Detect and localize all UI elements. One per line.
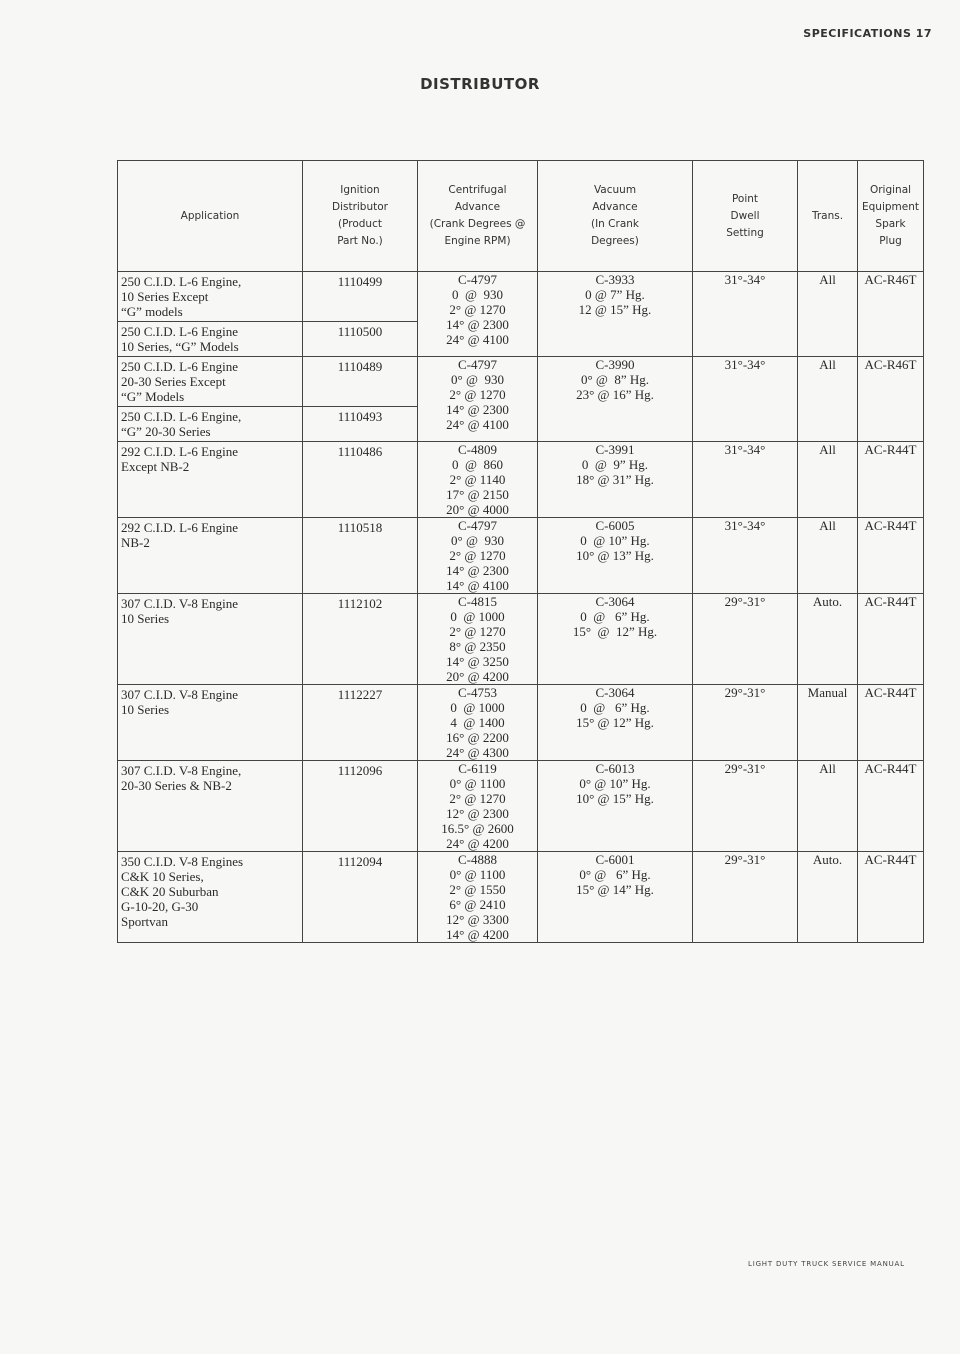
column-header-line: Ignition bbox=[340, 184, 380, 196]
column-header-line: Application bbox=[180, 209, 240, 222]
column-header-line: Vacuum bbox=[593, 184, 637, 196]
application-entry bbox=[118, 321, 302, 356]
centrifugal-line: 24° @ 4100 bbox=[446, 417, 509, 432]
centrifugal-line: 16.5° @ 2600 bbox=[441, 821, 514, 836]
application-line: 10 Series bbox=[121, 611, 170, 626]
part-number: 1110499 bbox=[337, 274, 383, 289]
spark-plug-cell: AC-R44T bbox=[858, 852, 924, 943]
part-number: 1110518 bbox=[337, 520, 383, 535]
table-row bbox=[118, 442, 924, 518]
vacuum-line: C-3991 bbox=[595, 442, 635, 457]
column-header-trans bbox=[798, 161, 858, 272]
table-row bbox=[118, 852, 924, 943]
application-cell bbox=[118, 442, 303, 518]
application-entry bbox=[118, 594, 302, 628]
vacuum-line: 10° @ 15” Hg. bbox=[576, 791, 654, 806]
vacuum-advance-cell bbox=[538, 852, 693, 943]
application-entry bbox=[118, 357, 302, 406]
application-entry bbox=[118, 761, 302, 795]
centrifugal-line: 0° @ 1100 bbox=[449, 867, 506, 882]
part-number: 1110493 bbox=[303, 406, 417, 441]
vacuum-line: 0° @ 10” Hg. bbox=[579, 776, 651, 791]
application-cell bbox=[118, 852, 303, 943]
vacuum-line: 15° @ 12” Hg. bbox=[572, 624, 658, 639]
column-header-centrifugal-advance bbox=[418, 161, 538, 272]
application-line: 250 C.I.D. L-6 Engine, bbox=[121, 409, 242, 424]
centrifugal-advance-cell bbox=[418, 518, 538, 594]
application-line: C&K 20 Suburban bbox=[121, 884, 219, 899]
trans-cell: All bbox=[798, 357, 858, 442]
vacuum-line: C-3990 bbox=[595, 357, 635, 372]
spark-plug-cell: AC-R44T bbox=[858, 761, 924, 852]
column-header-line: (Crank Degrees @ bbox=[429, 218, 526, 230]
centrifugal-line: 0° @ 930 bbox=[451, 372, 504, 387]
centrifugal-line: 2° @ 1270 bbox=[449, 791, 506, 806]
vacuum-advance-cell bbox=[538, 594, 693, 685]
centrifugal-line: C-4815 bbox=[458, 594, 497, 609]
column-header-line: Plug bbox=[879, 235, 902, 247]
application-line: 250 C.I.D. L-6 Engine bbox=[121, 359, 238, 374]
application-entry bbox=[118, 272, 302, 321]
centrifugal-line: 2° @ 1270 bbox=[449, 548, 506, 563]
trans-cell: All bbox=[798, 761, 858, 852]
table-row bbox=[118, 357, 924, 442]
column-header-line: Trans. bbox=[811, 209, 844, 222]
centrifugal-line: 14° @ 4100 bbox=[446, 578, 509, 593]
centrifugal-line: 0 @ 1000 bbox=[450, 609, 505, 624]
vacuum-advance-cell bbox=[538, 518, 693, 594]
vacuum-line: 0° @ 6” Hg. bbox=[579, 867, 651, 882]
spark-plug-cell: AC-R44T bbox=[858, 518, 924, 594]
part-number-cell bbox=[303, 852, 418, 943]
point-dwell-cell: 31°-34° bbox=[693, 272, 798, 357]
point-dwell-cell: 29°-31° bbox=[693, 594, 798, 685]
table-row bbox=[118, 518, 924, 594]
point-dwell-cell: 29°-31° bbox=[693, 852, 798, 943]
column-header-line: Dwell bbox=[730, 209, 760, 222]
vacuum-line: 15° @ 12” Hg. bbox=[576, 715, 654, 730]
table-row bbox=[118, 761, 924, 852]
centrifugal-advance-cell bbox=[418, 442, 538, 518]
centrifugal-line: C-4809 bbox=[458, 442, 497, 457]
vacuum-line: C-3933 bbox=[595, 272, 635, 287]
vacuum-line: C-6013 bbox=[595, 761, 635, 776]
centrifugal-line: 0 @ 1000 bbox=[450, 700, 505, 715]
vacuum-line: 12 @ 15” Hg. bbox=[578, 302, 652, 317]
centrifugal-advance-cell bbox=[418, 852, 538, 943]
page-header: SPECIFICATIONS 17 bbox=[803, 27, 932, 40]
application-line: C&K 10 Series, bbox=[121, 869, 204, 884]
spark-plug-cell: AC-R46T bbox=[858, 272, 924, 357]
trans-cell: Manual bbox=[798, 685, 858, 761]
application-line: 350 C.I.D. V-8 Engines bbox=[121, 854, 244, 869]
application-entry bbox=[118, 852, 302, 931]
point-dwell-cell: 29°-31° bbox=[693, 685, 798, 761]
column-header-line: Engine RPM) bbox=[444, 235, 511, 247]
centrifugal-line: 17° @ 2150 bbox=[446, 487, 509, 502]
application-line: 10 Series Except bbox=[121, 289, 209, 304]
centrifugal-advance-cell bbox=[418, 685, 538, 761]
application-line: “G” 20-30 Series bbox=[121, 424, 211, 439]
centrifugal-advance-cell bbox=[418, 357, 538, 442]
application-line: 292 C.I.D. L-6 Engine bbox=[121, 444, 238, 459]
centrifugal-line: 12° @ 2300 bbox=[446, 806, 509, 821]
centrifugal-line: C-4797 bbox=[458, 357, 497, 372]
column-header-line: Advance bbox=[592, 201, 638, 213]
centrifugal-line: 24° @ 4300 bbox=[446, 745, 509, 760]
part-number-cell bbox=[303, 685, 418, 761]
centrifugal-advance-cell bbox=[418, 594, 538, 685]
centrifugal-line: 4 @ 1400 bbox=[450, 715, 505, 730]
centrifugal-line: 16° @ 2200 bbox=[446, 730, 509, 745]
spark-plug-cell: AC-R44T bbox=[858, 594, 924, 685]
centrifugal-line: C-4753 bbox=[458, 685, 497, 700]
application-line: G-10-20, G-30 bbox=[121, 899, 199, 914]
centrifugal-line: 20° @ 4200 bbox=[446, 669, 509, 684]
trans-cell: Auto. bbox=[798, 852, 858, 943]
application-cell bbox=[118, 685, 303, 761]
application-entry bbox=[118, 406, 302, 441]
centrifugal-line: C-4797 bbox=[458, 272, 497, 287]
vacuum-line: C-6005 bbox=[595, 518, 635, 533]
centrifugal-line: 0° @ 1100 bbox=[449, 776, 506, 791]
centrifugal-line: 0° @ 930 bbox=[451, 533, 504, 548]
part-number: 1110500 bbox=[303, 321, 417, 356]
part-number-cell bbox=[303, 518, 418, 594]
trans-cell: All bbox=[798, 272, 858, 357]
application-line: 250 C.I.D. L-6 Engine, bbox=[121, 274, 242, 289]
application-line: 307 C.I.D. V-8 Engine, bbox=[121, 763, 242, 778]
column-header-line: Setting bbox=[726, 226, 764, 239]
application-line: 10 Series, “G” Models bbox=[121, 339, 239, 354]
vacuum-advance-cell bbox=[538, 761, 693, 852]
column-header-line: Spark bbox=[875, 218, 906, 230]
column-header-line: (In Crank bbox=[590, 218, 639, 230]
centrifugal-line: 14° @ 4200 bbox=[446, 927, 509, 942]
vacuum-line: 18° @ 31” Hg. bbox=[576, 472, 654, 487]
point-dwell-cell: 31°-34° bbox=[693, 442, 798, 518]
page-title: DISTRIBUTOR bbox=[420, 75, 540, 93]
centrifugal-line: 14° @ 2300 bbox=[446, 317, 509, 332]
vacuum-line: 15° @ 14” Hg. bbox=[576, 882, 654, 897]
application-cell bbox=[118, 594, 303, 685]
vacuum-line: 10° @ 13” Hg. bbox=[576, 548, 654, 563]
vacuum-advance-cell bbox=[538, 685, 693, 761]
column-header-point-dwell bbox=[693, 161, 798, 272]
vacuum-line: C-6001 bbox=[595, 852, 635, 867]
column-header-line: Centrifugal bbox=[448, 184, 507, 196]
centrifugal-line: 0 @ 930 bbox=[452, 287, 503, 302]
application-cell bbox=[118, 272, 303, 357]
centrifugal-line: 0 @ 860 bbox=[452, 457, 503, 472]
point-dwell-cell: 31°-34° bbox=[693, 357, 798, 442]
part-number: 1112102 bbox=[337, 596, 383, 611]
application-line: 307 C.I.D. V-8 Engine bbox=[121, 687, 238, 702]
trans-cell: All bbox=[798, 518, 858, 594]
trans-cell: All bbox=[798, 442, 858, 518]
vacuum-line: C-3064 bbox=[595, 685, 635, 700]
column-header-line: Equipment bbox=[862, 201, 919, 213]
centrifugal-line: C-6119 bbox=[458, 761, 497, 776]
column-header-distributor-part-no bbox=[303, 161, 418, 272]
vacuum-advance-cell bbox=[538, 442, 693, 518]
footer-manual-name: LIGHT DUTY TRUCK SERVICE MANUAL bbox=[748, 1260, 905, 1268]
table-row bbox=[118, 272, 924, 357]
centrifugal-advance-cell bbox=[418, 272, 538, 357]
application-entry bbox=[118, 685, 302, 719]
column-header-application bbox=[118, 161, 303, 272]
application-line: 10 Series bbox=[121, 702, 170, 717]
vacuum-line: 0 @ 6” Hg. bbox=[580, 700, 650, 715]
part-number: 1110486 bbox=[337, 444, 383, 459]
table-row bbox=[118, 685, 924, 761]
vacuum-line: 0 @ 10” Hg. bbox=[580, 533, 650, 548]
trans-cell: Auto. bbox=[798, 594, 858, 685]
centrifugal-line: 20° @ 4000 bbox=[446, 502, 509, 517]
column-header-line: Point bbox=[731, 192, 759, 205]
column-header-line: Part No.) bbox=[337, 235, 383, 247]
vacuum-line: 0 @ 9” Hg. bbox=[581, 457, 649, 472]
application-line: 307 C.I.D. V-8 Engine bbox=[121, 596, 238, 611]
application-cell bbox=[118, 357, 303, 442]
column-header-line: Original bbox=[869, 184, 912, 196]
column-header-line: Degrees) bbox=[591, 235, 639, 247]
application-line: “G” Models bbox=[121, 389, 185, 404]
part-number-cell bbox=[303, 272, 418, 357]
centrifugal-line: 14° @ 2300 bbox=[446, 402, 509, 417]
spark-plug-cell: AC-R46T bbox=[858, 357, 924, 442]
centrifugal-line: 8° @ 2350 bbox=[449, 639, 506, 654]
table-header bbox=[118, 161, 924, 272]
vacuum-line: C-3064 bbox=[595, 594, 635, 609]
application-line: 20-30 Series & NB-2 bbox=[121, 778, 232, 793]
centrifugal-line: 12° @ 3300 bbox=[446, 912, 509, 927]
table-row bbox=[118, 594, 924, 685]
distributor-spec-table bbox=[117, 160, 924, 943]
column-header-line: (Product bbox=[338, 218, 382, 230]
application-entry bbox=[118, 442, 302, 476]
point-dwell-cell: 31°-34° bbox=[693, 518, 798, 594]
vacuum-advance-cell bbox=[538, 357, 693, 442]
application-cell bbox=[118, 518, 303, 594]
centrifugal-line: 2° @ 1270 bbox=[449, 387, 506, 402]
spark-plug-cell: AC-R44T bbox=[858, 685, 924, 761]
part-number-cell bbox=[303, 761, 418, 852]
centrifugal-line: 2° @ 1140 bbox=[449, 472, 506, 487]
centrifugal-line: 14° @ 2300 bbox=[446, 563, 509, 578]
part-number-cell bbox=[303, 357, 418, 442]
vacuum-line: 0 @ 7” Hg. bbox=[585, 287, 645, 302]
centrifugal-line: C-4888 bbox=[458, 852, 497, 867]
part-number-cell bbox=[303, 442, 418, 518]
part-number: 1112094 bbox=[337, 854, 383, 869]
point-dwell-cell: 29°-31° bbox=[693, 761, 798, 852]
vacuum-line: 0° @ 8” Hg. bbox=[580, 372, 650, 387]
vacuum-line: 0 @ 6” Hg. bbox=[580, 609, 650, 624]
centrifugal-line: 2° @ 1270 bbox=[449, 302, 506, 317]
centrifugal-line: 2° @ 1550 bbox=[449, 882, 506, 897]
part-number: 1110489 bbox=[337, 359, 383, 374]
centrifugal-line: 14° @ 3250 bbox=[446, 654, 509, 669]
application-line: 250 C.I.D. L-6 Engine bbox=[121, 324, 238, 339]
part-number: 1112096 bbox=[337, 763, 383, 778]
centrifugal-line: 6° @ 2410 bbox=[449, 897, 506, 912]
part-number: 1112227 bbox=[337, 687, 383, 702]
application-line: NB-2 bbox=[121, 535, 150, 550]
column-header-spark-plug bbox=[858, 161, 924, 272]
column-header-line: Distributor bbox=[331, 201, 388, 213]
centrifugal-line: C-4797 bbox=[458, 518, 497, 533]
application-line: 292 C.I.D. L-6 Engine bbox=[121, 520, 238, 535]
application-entry bbox=[118, 518, 302, 552]
application-line: Except NB-2 bbox=[121, 459, 190, 474]
column-header-line: Advance bbox=[454, 201, 501, 213]
part-number-cell bbox=[303, 594, 418, 685]
application-line: Sportvan bbox=[121, 914, 168, 929]
column-header-vacuum-advance bbox=[538, 161, 693, 272]
vacuum-line: 23° @ 16” Hg. bbox=[576, 387, 654, 402]
centrifugal-line: 24° @ 4100 bbox=[446, 332, 509, 347]
application-cell bbox=[118, 761, 303, 852]
table-body bbox=[118, 272, 924, 943]
application-line: 20-30 Series Except bbox=[121, 374, 226, 389]
application-line: “G” models bbox=[121, 304, 183, 319]
centrifugal-advance-cell bbox=[418, 761, 538, 852]
centrifugal-line: 24° @ 4200 bbox=[446, 836, 509, 851]
centrifugal-line: 2° @ 1270 bbox=[449, 624, 506, 639]
vacuum-advance-cell bbox=[538, 272, 693, 357]
spark-plug-cell: AC-R44T bbox=[858, 442, 924, 518]
table-header-row bbox=[118, 161, 924, 272]
